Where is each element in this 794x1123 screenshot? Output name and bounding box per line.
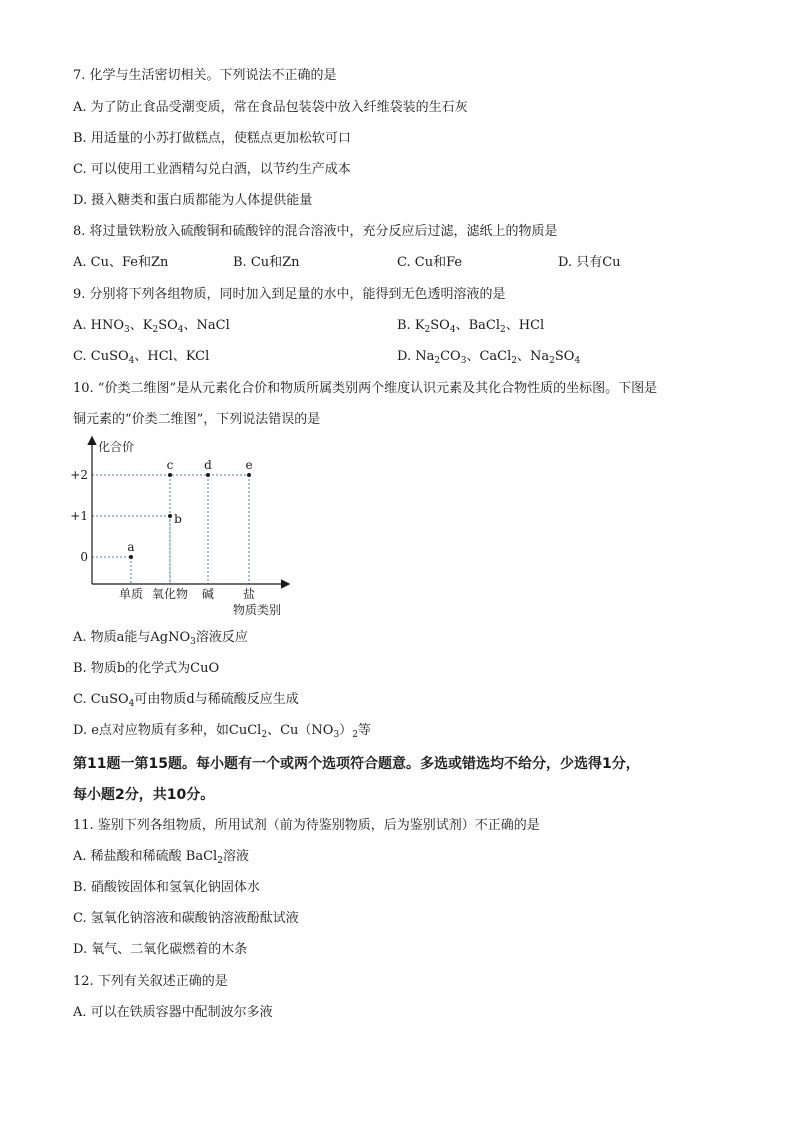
q12-option-a: A. 可以在铁质容器中配制波尔多液 [73,1005,273,1020]
point-label-c: c [166,458,174,472]
q9-option-b: B. $K_2SO_4$、BaCl$_2$、HCl [397,318,545,335]
q7-option-d: D. 摄入糖类和蛋白质都能为人体提供能量 [73,193,313,208]
y-tick-label: 0 [80,550,88,564]
q10-option-c: C. CuSO$_4$可由物质d与稀硫酸反应生成 [73,692,299,709]
q8-option-b: B. Cu和Zn [233,255,300,270]
q9-option-d: D. $Na_2CO_3$、CaCl$_2$、$Na_2SO_4$ [397,349,581,366]
x-tick-label: 碱 [201,587,215,601]
q8-option-a: A. Cu、Fe和Zn [73,255,169,270]
data-point-b [168,514,172,518]
q10-option-b: B. 物质b的化学式为CuO [73,661,220,676]
point-label-e: e [245,458,253,472]
data-point-c [168,473,172,477]
y-axis-label: 化合价 [98,440,135,454]
q7-option-b: B. 用适量的小苏打做糕点，使糕点更加松软可口 [73,131,351,146]
y-tick-label: +2 [70,468,88,482]
q11-stem: 11. 鉴别下列各组物质，所用试剂（前为待鉴别物质，后为鉴别试剂）不正确的是 [73,818,540,833]
q7-stem: 7. 化学与生活密切相关。下列说法不正确的是 [73,68,337,83]
q11-option-b: B. 硝酸铵固体和氢氧化钠固体水 [73,880,260,895]
valence-category-chart [70,430,300,625]
q10-option-a: A. 物质a能与AgNO$_3$溶液反应 [73,630,248,647]
point-label-b: b [174,512,182,526]
q8-option-d: D. 只有Cu [558,255,621,270]
q11-option-d: D. 氧气、二氧化碳燃着的木条 [73,942,248,957]
q8-stem: 8. 将过量铁粉放入硫酸铜和硫酸锌的混合溶液中，充分反应后过滤，滤纸上的物质是 [73,224,558,239]
q12-stem: 12. 下列有关叙述正确的是 [73,974,228,989]
q8-option-c: C. Cu和Fe [397,255,463,270]
q9-option-c: C. CuSO$_4$、HCl、KCl [73,349,210,366]
q10-stem-line1: 10. “价类二维图”是从元素化合价和物质所属类别两个维度认识元素及其化合物性质的坐标图。下图是 [73,381,658,396]
x-axis-label: 物质类别 [233,603,282,617]
q11-option-c: C. 氢氧化钠溶液和碳酸钠溶液酚酞试液 [73,911,299,926]
point-label-d: d [204,458,212,472]
point-label-a: a [127,540,135,554]
q11-option-a: A. 稀盐酸和稀硫酸 BaCl$_2$溶液 [73,849,249,866]
data-point-d [206,473,210,477]
section-instruction-line1: 第11题一第15题。每小题有一个或两个选项符合题意。多选或错选均不给分，少选得1分， [73,756,640,772]
q9-option-a: A. $HNO_3$、$K_2SO_4$、NaCl [73,318,230,335]
data-point-e [247,473,251,477]
x-tick-label: 盐 [242,587,256,601]
q10-stem-line2: 铜元素的“价类二维图”，下列说法错误的是 [73,412,321,427]
q10-option-d: D. e点对应物质有多种，如CuCl$_2$、$Cu(NO_3)_2$等 [73,723,371,740]
x-tick-label: 单质 [118,587,144,601]
q7-option-a: A. 为了防止食品受潮变质，常在食品包装袋中放入纤维袋装的生石灰 [73,100,468,115]
q9-stem: 9. 分别将下列各组物质，同时加入到足量的水中，能得到无色透明溶液的是 [73,287,506,302]
q7-option-c: C. 可以使用工业酒精勾兑白酒，以节约生产成本 [73,162,351,177]
y-tick-label: +1 [70,509,88,523]
data-point-a [129,555,133,559]
x-tick-label: 氧化物 [151,587,189,601]
section-instruction-line2: 每小题2分，共10分。 [73,787,215,803]
